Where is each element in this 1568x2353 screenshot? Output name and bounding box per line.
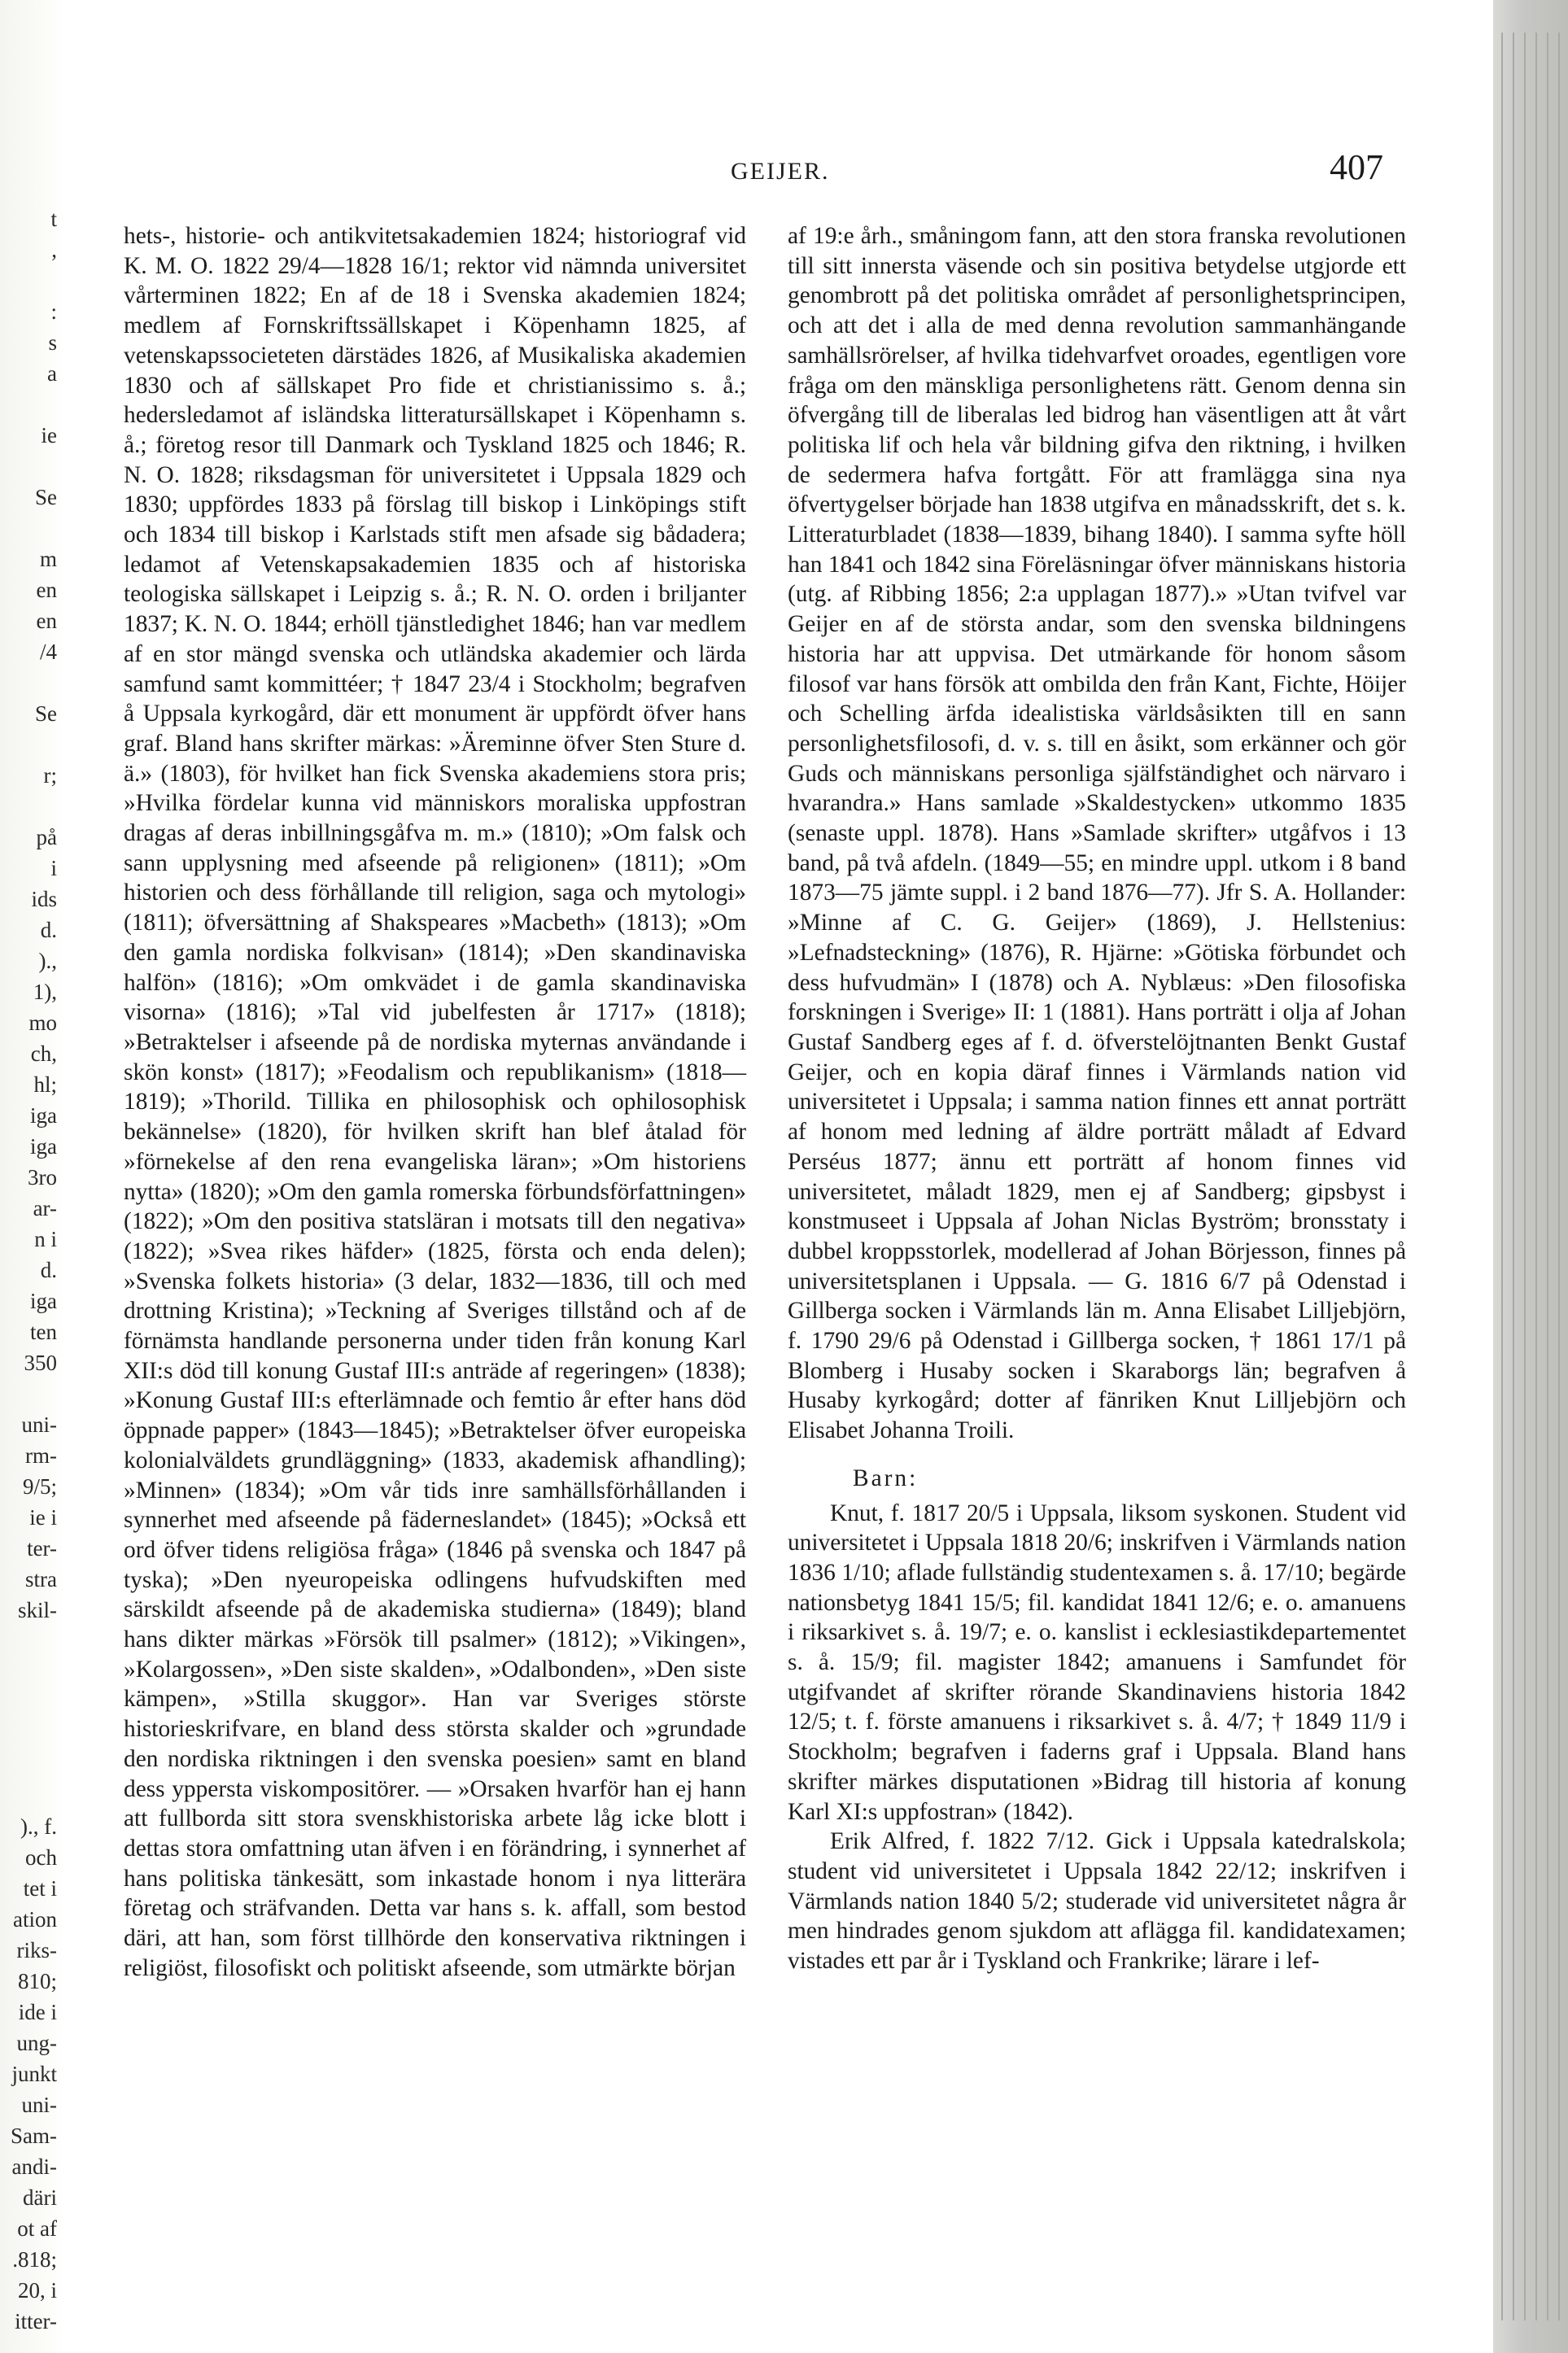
margin-fragment: d. (40, 1258, 57, 1282)
running-head: GEIJER. (731, 158, 830, 185)
margin-fragment: t (50, 207, 57, 231)
margin-fragment: n i (34, 1227, 57, 1251)
book-page-edge (1493, 0, 1568, 2353)
margin-fragment: och (25, 1845, 57, 1870)
margin-fragment: ot af (17, 2216, 57, 2241)
previous-page-margin (0, 203, 57, 2333)
margin-fragment: uni- (21, 2093, 57, 2117)
margin-fragment: tet i (23, 1876, 57, 1901)
margin-fragment: ids (31, 887, 57, 911)
margin-fragment: ie (41, 423, 57, 447)
margin-fragment: iga (30, 1103, 57, 1128)
margin-fragment: : (50, 299, 57, 324)
margin-fragment: mo (28, 1011, 57, 1035)
margin-fragment (0, 1718, 57, 1749)
margin-fragment (0, 1378, 57, 1409)
margin-fragment: andi- (11, 2154, 57, 2179)
margin-fragment: ch, (30, 1041, 57, 1066)
margin-fragment: s (48, 330, 57, 355)
margin-fragment: ter- (27, 1536, 57, 1561)
margin-fragment: 20, i (17, 2278, 57, 2303)
margin-fragment: d. (40, 918, 57, 942)
margin-fragment (0, 667, 57, 698)
margin-fragment: däri (23, 2185, 57, 2210)
page-header (122, 146, 1400, 203)
child-entry-knut: Knut, f. 1817 20/5 i Uppsala, liksom syskonen. Student vid universitetet i Uppsala 1818 20/6; inskrifven i Värmlands nation 1836 1/10; aflade fullständig studentexamen s. å. 17/10; begärde nationsbetyg 1841 15/5; fil. kandidat 1841 12/6; e. o. amanuens i riksarkivet s. å. 19/7; e. o. kanslist i ecklesiastikdepartementet s. å. 15/9; fil. magister 1842; amanuens i Samfundet för utgifvandet af skrifter rörande Skandinaviens historia 1842 12/5; t. f. förste amanuens i riksarkivet s. å. 4/7; † 1849 11/9 i Stockholm; begrafven i faderns graf i Uppsala. Bland hans skrifter märkes disputationen »Bidrag till historia af konung Karl XI:s uppfostran» (1842). (788, 1500, 1406, 1825)
margin-fragment: riks- (16, 1938, 57, 1962)
margin-fragment: 350 (24, 1351, 57, 1375)
margin-fragment: stra (25, 1567, 57, 1591)
right-column (788, 221, 1406, 1976)
margin-fragment (0, 791, 57, 822)
margin-fragment: en (36, 609, 57, 633)
margin-fragment: a (47, 361, 57, 386)
margin-fragment: iga (30, 1134, 57, 1159)
margin-fragment: en (36, 578, 57, 602)
margin-fragment: i (50, 856, 57, 880)
margin-fragment: ation (13, 1907, 57, 1932)
margin-fragment (0, 265, 57, 296)
margin-fragment: 9/5; (22, 1474, 57, 1499)
children-heading: Barn: (853, 1465, 919, 1491)
margin-fragment: m (39, 547, 57, 571)
margin-fragment: ie i (29, 1505, 57, 1530)
margin-fragment: ung- (16, 2031, 57, 2055)
margin-fragment: r; (43, 763, 57, 788)
margin-fragment: ar- (33, 1196, 57, 1220)
margin-fragment: 1), (33, 980, 57, 1004)
child-entry-erik-alfred: Erik Alfred, f. 1822 7/12. Gick i Uppsala katedralskola; student vid universitetet i Uppsala 1842 22/12; inskrifven i Värmlands nation 1840 5/2; studerade vid universitetet några år men hindrades genom sjukdom att aflägga fil. kandidatexamen; vistades ett par år i Tyskland och Frankrike; lärare i lef- (788, 1828, 1406, 1975)
margin-fragment: itter- (15, 2309, 57, 2333)
left-column (124, 221, 746, 1983)
margin-fragment: ide i (18, 2000, 57, 2024)
margin-fragment: )., f. (20, 1814, 57, 1839)
margin-fragment: junkt (11, 2062, 57, 2086)
margin-fragment (0, 1657, 57, 1687)
margin-fragment (0, 729, 57, 760)
margin-fragment: /4 (39, 640, 57, 664)
margin-fragment: på (36, 825, 57, 849)
margin-fragment: hl; (33, 1072, 57, 1097)
margin-fragment: skil- (17, 1598, 57, 1622)
margin-fragment: uni- (21, 1412, 57, 1437)
margin-fragment: Se (35, 485, 57, 509)
margin-fragment (0, 1780, 57, 1811)
margin-fragment: iga (30, 1289, 57, 1313)
margin-fragment: 3ro (28, 1165, 57, 1190)
margin-fragment (0, 1749, 57, 1780)
margin-fragment: , (51, 238, 57, 262)
margin-fragment: .818; (12, 2247, 57, 2272)
margin-fragment (0, 389, 57, 420)
margin-fragment: ten (30, 1320, 57, 1344)
page-number: 407 (1330, 147, 1383, 187)
margin-fragment (0, 451, 57, 482)
right-column-text: af 19:e årh., småningom fann, att den stora franska revolutionen till sitt innersta väsende och sin positiva betydelse utgjorde ett genombrott på det politiska området af personlighetsprincipen, och att det i alla de med denna revolution sammanhängande samhällsrörelser, af hvilka tidehvarfvet oroades, egentligen vore fråga om den mänskliga personlighetens rätt. Genom denna sin öfvergång till de liberalas led bidrog han väsentligen att åt vårt politiska lif och hela vår bildning gifva den riktning, i hvilken de sedermera hafva fortgått. För att framlägga sina nya öfvertygelser började han 1838 utgifva en månadsskrift, det s. k. Litteraturbladet (1838—1839, bihang 1840). I samma syfte höll han 1841 och 1842 sina Föreläsningar öfver människans historia (utg. af Ribbing 1856; 2:a upplagan 1877).» »Utan tvifvel var Geijer en af de största andar, som den svenska bildningens historia har att uppvisa. Det utmärkande för honom såsom filosof var hans försök att ombilda den från Kant, Fichte, Höijer och Schelling ärfda idealistiska världsåsikten till en sann personlighetsfilosofi, d. v. s. till en åsikt, som erkänner och gör Guds och människans personliga själfständighet och närvaro i hvarandra.» Hans samlade »Skaldestycken» utkommo 1835 (senaste uppl. 1878). Hans »Samlade skrifter» utgåfvos i 13 band, på två afdeln. (1849—55; en mindre uppl. utkom i 8 band 1873—75 jämte suppl. i 2 band 1876—77). Jfr S. A. Hollander: »Minne af C. G. Geijer» (1869), J. Hellstenius: »Lefnadsteckning» (1876), R. Hjärne: »Götiska förbundet och dess hufvudmän» I (1878) och A. Nyblæus: »Den filosofiska forskningen i Sverige» II: 1 (1881). Hans porträtt i olja af Johan Gustaf Sandberg eges af f. d. öfverstelöjtnanten Benkt Gustaf Geijer, och en kopia däraf finnes i Värmlands nation vid universitetet i Uppsala; i samma nation finnes ett annat porträtt af honom med ledning af äldre porträtt måladt af Edvard Perséus 1877; ännu ett porträtt af honom finnes vid universitetet, måladt 1829, men ej af Sandberg; gipsbyst i konstmuseet i Uppsala af Johan Niclas Byström; bronsstaty i dubbel kroppsstorlek, modellerad af Johan Börjesson, finnes på universitetsplanen i Uppsala. — G. 1816 6/7 på Odenstad i Gillberga socken i Värmlands län m. Anna Elisabet Lilljebjörn, f. 1790 29/6 på Odenstad i Gillberga socken, † 1861 17/1 på Blomberg i Husaby socken i Skaraborgs län; begrafven å Husaby kyrkogård; dotter af fänriken Knut Lilljebjörn och Elisabet Johanna Troili. (788, 223, 1406, 1444)
left-column-text: hets-, historie- och antikvitetsakademien 1824; historiograf vid K. M. O. 1822 29/4—1828 16/1; rektor vid nämnda universitet vårterminen 1822; En af de 18 i Svenska akademien 1824; medlem af Fornskriftssällskapet i Köpenhamn 1825, af vetenskapssocieteten därstädes 1826, af Musikaliska akademien 1830 och af sällskapet Pro fide et christianissimo s. å.; hedersledamot af isländska litteratursällskapet i Köpenhamn s. å.; företog resor till Danmark och Tyskland 1825 och 1846; R. N. O. 1828; riksdagsman för universitetet i Uppsala 1829 och 1830; uppfördes 1833 på förslag till biskop i Linköpings stift och 1834 till biskop i Karlstads stift men afsade sig bådadera; ledamot af Vetenskapsakademien 1835 och af historiska teologiska sällskapet i Leipzig s. å.; R. N. O. orden i briljanter 1837; K. N. O. 1844; erhöll tjänstledighet 1846; han var medlem af en stor mängd svenska och utländska akademier och lärda samfund samt kommittéer; † 1847 23/4 i Stockholm; begrafven å Uppsala kyrkogård, där ett monument är uppfördt öfver hans graf. Bland hans skrifter märkas: »Äreminne öfver Sten Sture d. ä.» (1803), för hvilket han fick Svenska akademiens stora pris; »Hvilka fördelar kunna vid människors moraliska uppfostran dragas af deras inbillningsgåfva m. m.» (1810); »Om falsk och sann upplysning med afseende på religionen» (1811); »Om historien och dess förhållande till religion, saga och mytologi» (1811); öfversättning af Shakspeares »Macbeth» (1813); »Om den gamla nordiska folkvisan» (1814); »Den skandinaviska halfön» (1816); »Om omkvädet i de gamla skandinaviska visorna» (1816); »Tal vid jubelfesten år 1717» (1818); »Betraktelser i afseende på de nordiska myternas användande i skön konst» (1817); »Feodalism och republikanism» (1818—1819); »Thorild. Tillika en philosophisk och ophilosophisk bekännelse» (1820), för hvilken skrift han blef åtalad för »förnekelse af den rena evangeliska läran»; »Om historiens nytta» (1820); »Om den gamla romerska förbundsförfattningen» (1822); »Om den positiva statsläran i motsats till den negativa» (1822); »Svea rikes häfder» (1825, första och enda delen); »Svenska folkets historia» (3 delar, 1832—1836, till och med drottning Kristina); »Teckning af Sveriges tillstånd och af de förnämsta handlande personerna under tiden från konung Karl XII:s död till konung Gustaf III:s anträde af regeringen» (1838); »Konung Gustaf III:s efterlämnade och femtio år efter hans död öppnade papper» (1843—1845); »Betraktelser öfver europeiska kolonialväldets grundläggning» (1833, akademisk afhandling); »Minnen» (1834); »Om vår tids inre samhällsförhållanden i synnerhet med afseende på fäderneslandet» (1845); »Också ett ord öfver tidens religiösa fråga» (1846 på svenska och 1847 på tyska); »Den nyeuropeiska odlingens hufvudskiften med särskildt afseende på de akademiska studierna» (1849); bland hans dikter märkas »Försök till psalmer» (1812); »Vikingen», »Kolargossen», »Den siste skalden», »Odalbonden», »Den siste kämpen», »Stilla skuggor». Han var Sveriges störste historieskrifvare, en bland dess största skalder och »grundade den nordiska riktningen i den svenska poesien» samt en bland dess yppersta viskompositörer. — »Orsaken hvarför han ej hann att fullborda sitt stora svenskhistoriska arbete låg icke blott i dettas stora omfattning utan äfven i en förändring, i synnerhet af hans politiska tänkesätt, som inkastade honom i nya litterära företag och sträfvanden. Detta var hans s. k. affall, som bestod däri, att han, som först tillhörde den konservativa riktningen i religiöst, filosofiskt och politiskt afseende, som utmärkte början (124, 223, 746, 1981)
margin-fragment: )., (38, 949, 57, 973)
margin-fragment (0, 1626, 57, 1657)
margin-fragment (0, 513, 57, 544)
margin-fragment: Sam- (11, 2124, 57, 2148)
margin-fragment: Se (35, 701, 57, 726)
margin-fragment: rm- (25, 1443, 57, 1468)
margin-fragment: 810; (17, 1969, 57, 1993)
margin-fragment (0, 1687, 57, 1718)
